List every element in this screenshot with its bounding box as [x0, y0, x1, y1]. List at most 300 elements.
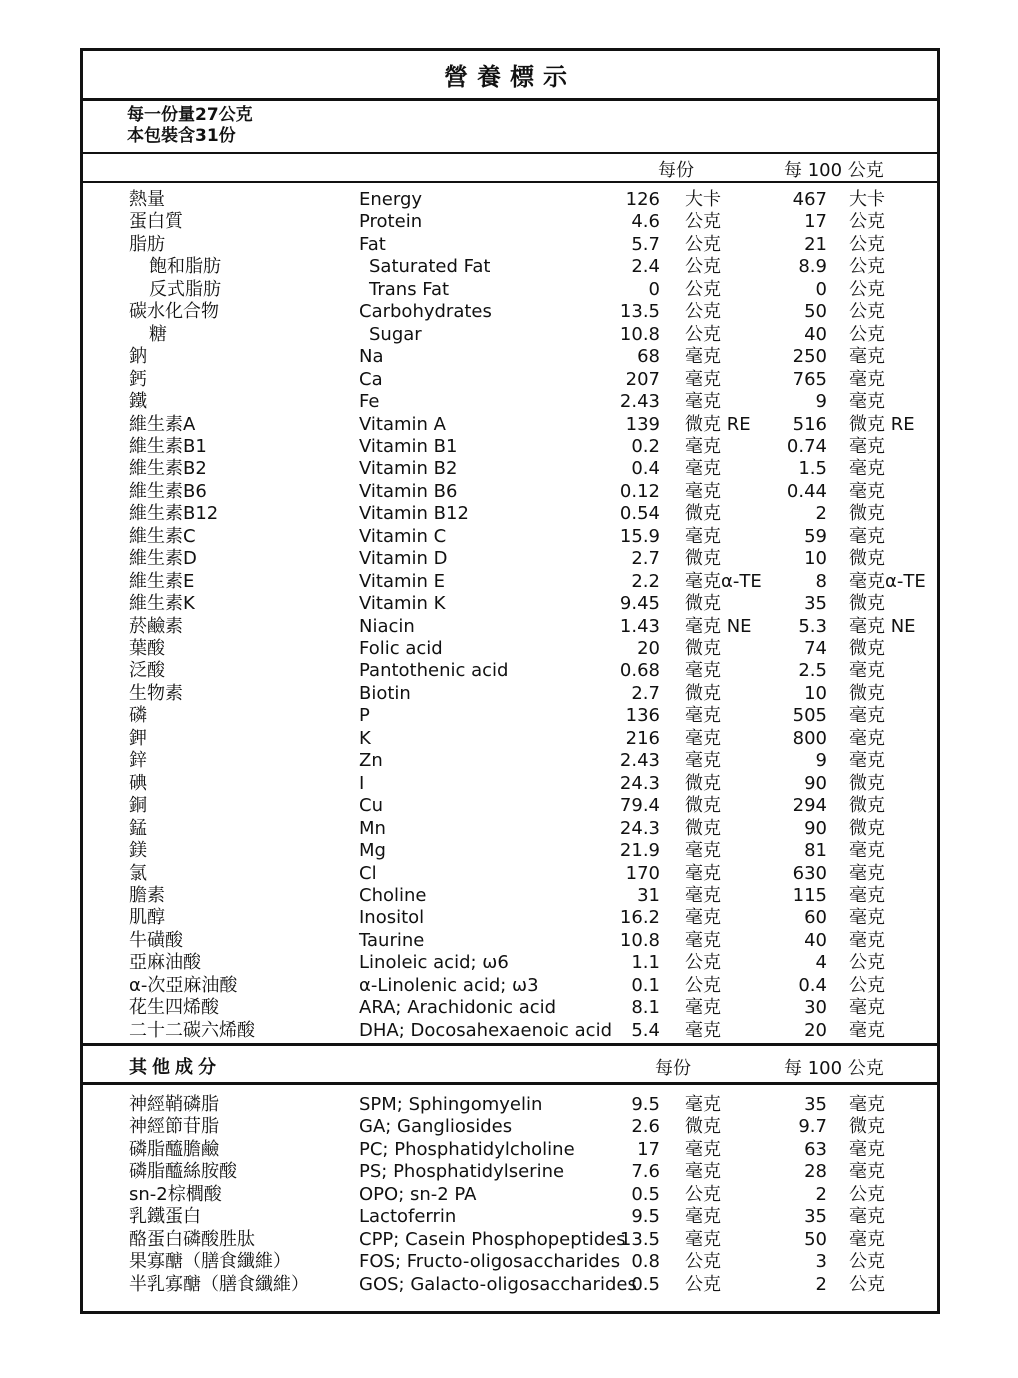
- value-per-serving: 2.7: [631, 682, 660, 704]
- value-per-100g: 40: [804, 929, 827, 951]
- value-per-serving: 5.4: [631, 1019, 660, 1041]
- unit-per-serving: 公克: [685, 256, 721, 278]
- unit-per-serving: 公克: [685, 1183, 721, 1205]
- value-per-serving: 0.4: [631, 458, 660, 480]
- nutrient-name-en: Vitamin B12: [359, 503, 469, 525]
- table-row: [83, 1184, 937, 1206]
- unit-per-100g: 毫克: [849, 1138, 885, 1160]
- nutrient-name-cn: 蛋白質: [129, 211, 183, 233]
- nutrient-name-cn: α-次亞麻油酸: [129, 974, 238, 996]
- table-row: [83, 930, 937, 952]
- unit-per-100g: 公克: [849, 1251, 885, 1273]
- unit-per-100g: 微克: [849, 772, 885, 794]
- table-row: [83, 481, 937, 503]
- nutrient-name-cn: 鈣: [129, 368, 147, 390]
- unit-per-100g: 毫克: [849, 458, 885, 480]
- nutrient-name-cn: sn-2棕櫚酸: [129, 1183, 222, 1205]
- table-row: [83, 773, 937, 795]
- table-row: [83, 638, 937, 660]
- unit-per-serving: 公克: [685, 211, 721, 233]
- table-row: [83, 548, 937, 570]
- nutrient-name-en: Saturated Fat: [369, 256, 491, 278]
- unit-per-100g: 毫克: [849, 727, 885, 749]
- unit-per-serving: 公克: [685, 301, 721, 323]
- nutrient-name-cn: 鉀: [129, 727, 147, 749]
- nutrient-name-cn: 花生四烯酸: [129, 997, 219, 1019]
- value-per-serving: 2.4: [631, 256, 660, 278]
- unit-per-100g: 微克: [849, 548, 885, 570]
- nutrient-name-en: K: [359, 727, 371, 749]
- nutrient-name-cn: 二十二碳六烯酸: [129, 1019, 255, 1041]
- other-section-title: 其他成分: [129, 1057, 221, 1078]
- table-row: [83, 1206, 937, 1228]
- nutrient-name-en: Linoleic acid; ω6: [359, 952, 509, 974]
- table-row: [83, 660, 937, 682]
- nutrient-name-cn: 葉酸: [129, 638, 165, 659]
- value-per-serving: 5.7: [631, 233, 660, 255]
- table-row: [83, 1161, 937, 1183]
- value-per-serving: 0: [648, 278, 660, 300]
- unit-per-100g: 公克: [849, 211, 885, 233]
- value-per-serving: 126: [625, 189, 660, 210]
- value-per-100g: 115: [792, 884, 827, 906]
- table-row: [83, 503, 937, 525]
- nutrient-name-cn: 神經鞘磷脂: [129, 1094, 219, 1115]
- nutrient-name-cn: 維生素B12: [129, 503, 219, 525]
- nutrient-name-en: Vitamin B6: [359, 480, 458, 502]
- value-per-serving: 15.9: [619, 525, 660, 547]
- unit-per-100g: 公克: [849, 1183, 885, 1205]
- unit-per-100g: 毫克: [849, 997, 885, 1019]
- value-per-serving: 0.54: [619, 503, 660, 525]
- nutrient-name-cn: 乳鐵蛋白: [129, 1206, 201, 1228]
- nutrient-name-en: Niacin: [359, 615, 415, 637]
- table-row: [83, 593, 937, 615]
- value-per-100g: 35: [804, 1094, 827, 1115]
- value-per-serving: 2.2: [631, 570, 660, 592]
- unit-per-serving: 毫克: [685, 840, 721, 862]
- nutrient-name-en: Inositol: [359, 907, 425, 929]
- unit-per-100g: 微克: [849, 638, 885, 659]
- unit-per-serving: 毫克: [685, 1138, 721, 1160]
- unit-per-serving: 微克: [685, 817, 721, 839]
- value-per-100g: 40: [804, 323, 827, 345]
- unit-per-100g: 毫克: [849, 346, 885, 368]
- nutrient-name-cn: 維生素E: [129, 570, 195, 592]
- nutrient-name-en: FOS; Fructo-oligosaccharides: [359, 1251, 621, 1273]
- value-per-100g: 0.44: [786, 480, 827, 502]
- value-per-100g: 765: [792, 368, 827, 390]
- nutrient-name-cn: 亞麻油酸: [129, 952, 201, 974]
- nutrient-name-cn: 菸鹼素: [129, 615, 183, 637]
- unit-per-serving: 毫克: [685, 368, 721, 390]
- value-per-serving: 0.68: [619, 660, 660, 682]
- value-per-serving: 0.2: [631, 435, 660, 457]
- table-row: [83, 414, 937, 436]
- unit-per-serving: 毫克: [685, 525, 721, 547]
- value-per-100g: 17: [804, 211, 827, 233]
- table-row: [83, 458, 937, 480]
- divider: [83, 181, 937, 183]
- unit-per-serving: 毫克: [685, 660, 721, 682]
- unit-per-serving: 微克: [685, 682, 721, 704]
- value-per-serving: 9.5: [631, 1094, 660, 1115]
- unit-per-serving: 毫克: [685, 1206, 721, 1228]
- value-per-serving: 8.1: [631, 997, 660, 1019]
- nutrient-name-en: Vitamin B1: [359, 435, 458, 457]
- unit-per-serving: 毫克: [685, 458, 721, 480]
- value-per-serving: 139: [625, 413, 660, 435]
- value-per-serving: 1.43: [619, 615, 660, 637]
- nutrient-name-en: Biotin: [359, 682, 411, 704]
- table-row: [83, 256, 937, 278]
- serving-info: [127, 105, 253, 147]
- value-per-serving: 9.45: [619, 593, 660, 615]
- value-per-100g: 59: [804, 525, 827, 547]
- unit-per-100g: 公克: [849, 256, 885, 278]
- nutrient-name-en: Mg: [359, 840, 386, 862]
- value-per-100g: 9.7: [798, 1116, 827, 1138]
- table-row: [83, 795, 937, 817]
- nutrient-name-cn: 泛酸: [129, 660, 165, 682]
- nutrient-name-cn: 碘: [129, 772, 147, 794]
- table-row: [83, 952, 937, 974]
- value-per-100g: 30: [804, 997, 827, 1019]
- unit-per-100g: 毫克: [849, 1228, 885, 1250]
- table-row: [83, 750, 937, 772]
- value-per-100g: 35: [804, 1206, 827, 1228]
- col-header-per-100g: 每 100 公克: [784, 160, 884, 181]
- table-row: [83, 975, 937, 997]
- value-per-100g: 20: [804, 1019, 827, 1041]
- unit-per-100g: 公克: [849, 952, 885, 974]
- value-per-100g: 9: [815, 750, 827, 772]
- nutrient-name-en: CPP; Casein Phosphopeptides: [359, 1228, 626, 1250]
- unit-per-serving: 毫克: [685, 727, 721, 749]
- table-row: [83, 189, 937, 211]
- nutrient-name-en: Vitamin D: [359, 548, 448, 570]
- table-row: [83, 1020, 937, 1042]
- unit-per-100g: 微克: [849, 682, 885, 704]
- table-row: [83, 1229, 937, 1251]
- unit-per-serving: 毫克: [685, 862, 721, 884]
- unit-per-100g: 公克: [849, 278, 885, 300]
- nutrient-name-en: Lactoferrin: [359, 1206, 457, 1228]
- nutrient-name-cn: 飽和脂肪: [149, 256, 221, 278]
- nutrient-name-en: Vitamin A: [359, 413, 446, 435]
- value-per-100g: 81: [804, 840, 827, 862]
- value-per-100g: 60: [804, 907, 827, 929]
- value-per-serving: 21.9: [619, 840, 660, 862]
- nutrient-name-cn: 氯: [129, 862, 147, 884]
- value-per-serving: 7.6: [631, 1161, 660, 1183]
- table-row: [83, 279, 937, 301]
- unit-per-100g: 微克: [849, 795, 885, 817]
- unit-per-100g: 毫克: [849, 750, 885, 772]
- value-per-serving: 24.3: [619, 817, 660, 839]
- value-per-100g: 467: [792, 189, 827, 210]
- value-per-100g: 800: [792, 727, 827, 749]
- nutrient-name-cn: 鎂: [129, 840, 147, 862]
- unit-per-100g: 毫克: [849, 368, 885, 390]
- unit-per-serving: 微克: [685, 1116, 721, 1138]
- unit-per-serving: 公克: [685, 233, 721, 255]
- unit-per-100g: 微克: [849, 503, 885, 525]
- nutrient-name-en: Zn: [359, 750, 383, 772]
- unit-per-serving: 毫克: [685, 391, 721, 413]
- table-row: [83, 840, 937, 862]
- unit-per-100g: 毫克: [849, 884, 885, 906]
- table-row: [83, 234, 937, 256]
- value-per-serving: 0.5: [631, 1183, 660, 1205]
- nutrient-name-cn: 熱量: [129, 189, 165, 210]
- unit-per-serving: 毫克: [685, 346, 721, 368]
- unit-per-serving: 毫克α-TE: [685, 570, 762, 592]
- value-per-serving: 2.43: [619, 391, 660, 413]
- nutrient-name-cn: 鈉: [129, 346, 147, 368]
- table-row: [83, 211, 937, 233]
- value-per-100g: 1.5: [798, 458, 827, 480]
- nutrient-name-en: Vitamin K: [359, 593, 446, 615]
- unit-per-100g: 毫克 NE: [849, 615, 916, 637]
- nutrient-name-cn: 神經節苷脂: [129, 1116, 219, 1138]
- table-row: [83, 1274, 937, 1296]
- nutrient-name-en: GA; Gangliosides: [359, 1116, 513, 1138]
- divider: [83, 152, 937, 154]
- nutrient-name-cn: 維生素K: [129, 593, 195, 615]
- unit-per-100g: 毫克: [849, 705, 885, 727]
- value-per-100g: 28: [804, 1161, 827, 1183]
- other-col-header-per-100g: 每 100 公克: [784, 1058, 884, 1079]
- nutrient-name-en: Fat: [359, 233, 386, 255]
- value-per-100g: 505: [792, 705, 827, 727]
- value-per-100g: 250: [792, 346, 827, 368]
- unit-per-100g: 大卡: [849, 189, 885, 210]
- unit-per-100g: 毫克: [849, 391, 885, 413]
- nutrient-name-en: GOS; Galacto-oligosaccharides: [359, 1273, 637, 1295]
- value-per-100g: 35: [804, 593, 827, 615]
- value-per-100g: 4: [815, 952, 827, 974]
- label-title: 營養標示: [444, 63, 576, 91]
- nutrient-name-en: Mn: [359, 817, 386, 839]
- table-row: [83, 436, 937, 458]
- unit-per-serving: 毫克: [685, 1161, 721, 1183]
- value-per-100g: 0.4: [798, 974, 827, 996]
- unit-per-100g: 毫克: [849, 1094, 885, 1115]
- unit-per-serving: 微克: [685, 548, 721, 570]
- nutrient-name-cn: 反式脂肪: [149, 278, 221, 300]
- value-per-100g: 5.3: [798, 615, 827, 637]
- value-per-100g: 3: [815, 1251, 827, 1273]
- unit-per-100g: 微克: [849, 1116, 885, 1138]
- unit-per-100g: 微克: [849, 817, 885, 839]
- unit-per-100g: 毫克α-TE: [849, 570, 926, 592]
- unit-per-100g: 毫克: [849, 1019, 885, 1041]
- unit-per-100g: 毫克: [849, 862, 885, 884]
- nutrient-name-en: PS; Phosphatidylserine: [359, 1161, 565, 1183]
- nutrient-name-cn: 維生素C: [129, 525, 196, 547]
- value-per-100g: 8: [815, 570, 827, 592]
- unit-per-100g: 公克: [849, 301, 885, 323]
- value-per-100g: 2: [815, 1183, 827, 1205]
- value-per-100g: 630: [792, 862, 827, 884]
- col-header-per-serving: 每份: [658, 160, 694, 181]
- nutrient-name-cn: 磷脂醯絲胺酸: [129, 1161, 237, 1183]
- unit-per-100g: 微克: [849, 593, 885, 615]
- unit-per-100g: 毫克: [849, 1161, 885, 1183]
- value-per-100g: 90: [804, 817, 827, 839]
- unit-per-100g: 毫克: [849, 525, 885, 547]
- unit-per-100g: 毫克: [849, 907, 885, 929]
- value-per-100g: 90: [804, 772, 827, 794]
- table-row: [83, 1251, 937, 1273]
- nutrient-name-en: Choline: [359, 884, 427, 906]
- nutrient-name-en: Vitamin C: [359, 525, 447, 547]
- value-per-serving: 0.8: [631, 1251, 660, 1273]
- value-per-serving: 1.1: [631, 952, 660, 974]
- nutrient-name-cn: 果寡醣（膳食纖維）: [129, 1251, 291, 1273]
- nutrient-name-en: α-Linolenic acid; ω3: [359, 974, 539, 996]
- table-row: [83, 571, 937, 593]
- table-row: [83, 369, 937, 391]
- value-per-100g: 294: [792, 795, 827, 817]
- table-row: [83, 301, 937, 323]
- unit-per-serving: 公克: [685, 278, 721, 300]
- value-per-serving: 2.43: [619, 750, 660, 772]
- value-per-100g: 63: [804, 1138, 827, 1160]
- value-per-100g: 50: [804, 1228, 827, 1250]
- value-per-serving: 2.6: [631, 1116, 660, 1138]
- table-row: [83, 391, 937, 413]
- table-row: [83, 705, 937, 727]
- nutrient-name-cn: 磷脂醯膽鹼: [129, 1138, 219, 1160]
- value-per-serving: 2.7: [631, 548, 660, 570]
- unit-per-100g: 微克 RE: [849, 413, 915, 435]
- value-per-100g: 2: [815, 503, 827, 525]
- unit-per-serving: 微克 RE: [685, 413, 751, 435]
- nutrient-name-en: Trans Fat: [369, 278, 450, 300]
- unit-per-serving: 公克: [685, 952, 721, 974]
- value-per-serving: 31: [637, 884, 660, 906]
- value-per-serving: 13.5: [619, 301, 660, 323]
- unit-per-100g: 公克: [849, 1273, 885, 1295]
- value-per-serving: 0.5: [631, 1273, 660, 1295]
- value-per-serving: 170: [625, 862, 660, 884]
- value-per-100g: 2.5: [798, 660, 827, 682]
- nutrient-name-cn: 酪蛋白磷酸胜肽: [129, 1228, 255, 1250]
- unit-per-serving: 微克: [685, 503, 721, 525]
- value-per-serving: 79.4: [619, 795, 660, 817]
- nutrient-name-cn: 牛磺酸: [129, 929, 183, 951]
- unit-per-serving: 毫克 NE: [685, 615, 752, 637]
- nutrient-name-en: Folic acid: [359, 638, 443, 659]
- unit-per-serving: 毫克: [685, 480, 721, 502]
- unit-per-100g: 毫克: [849, 1206, 885, 1228]
- nutrient-name-en: Pantothenic acid: [359, 660, 509, 682]
- nutrient-name-cn: 磷: [129, 705, 147, 727]
- value-per-100g: 10: [804, 682, 827, 704]
- unit-per-serving: 公克: [685, 323, 721, 345]
- unit-per-serving: 毫克: [685, 997, 721, 1019]
- nutrient-name-en: SPM; Sphingomyelin: [359, 1094, 543, 1115]
- nutrient-name-cn: 鐵: [129, 391, 147, 413]
- value-per-100g: 9: [815, 391, 827, 413]
- nutrient-name-cn: 半乳寡醣（膳食纖維）: [129, 1273, 309, 1295]
- table-row: [83, 1116, 937, 1138]
- nutrient-name-en: Energy: [359, 189, 423, 210]
- value-per-100g: 50: [804, 301, 827, 323]
- nutrient-name-cn: 錳: [129, 817, 147, 839]
- unit-per-serving: 毫克: [685, 435, 721, 457]
- nutrient-name-cn: 維生素D: [129, 548, 197, 570]
- value-per-100g: 0: [815, 278, 827, 300]
- unit-per-serving: 毫克: [685, 750, 721, 772]
- value-per-100g: 516: [792, 413, 827, 435]
- divider: [83, 1043, 937, 1046]
- nutrient-name-en: Cl: [359, 862, 377, 884]
- value-per-serving: 10.8: [619, 323, 660, 345]
- unit-per-100g: 毫克: [849, 929, 885, 951]
- nutrient-name-cn: 脂肪: [129, 233, 165, 255]
- value-per-100g: 0.74: [786, 435, 827, 457]
- nutrient-name-en: PC; Phosphatidylcholine: [359, 1138, 575, 1160]
- table-row: [83, 818, 937, 840]
- nutrient-name-cn: 維生素B1: [129, 435, 207, 457]
- value-per-100g: 10: [804, 548, 827, 570]
- nutrient-name-cn: 膽素: [129, 884, 165, 906]
- table-row: [83, 1139, 937, 1161]
- value-per-serving: 216: [625, 727, 660, 749]
- nutrient-name-cn: 肌醇: [129, 907, 165, 929]
- value-per-serving: 68: [637, 346, 660, 368]
- divider: [83, 98, 937, 101]
- value-per-serving: 20: [637, 638, 660, 659]
- nutrient-name-cn: 生物素: [129, 682, 183, 704]
- nutrient-name-cn: 維生素B2: [129, 458, 207, 480]
- unit-per-serving: 毫克: [685, 1228, 721, 1250]
- table-row: [83, 863, 937, 885]
- value-per-100g: 8.9: [798, 256, 827, 278]
- nutrient-name-cn: 維生素B6: [129, 480, 207, 502]
- unit-per-serving: 公克: [685, 1273, 721, 1295]
- table-row: [83, 683, 937, 705]
- nutrient-name-en: OPO; sn-2 PA: [359, 1183, 477, 1205]
- unit-per-100g: 公克: [849, 233, 885, 255]
- unit-per-serving: 公克: [685, 974, 721, 996]
- nutrient-name-en: Vitamin E: [359, 570, 446, 592]
- unit-per-serving: 微克: [685, 638, 721, 659]
- table-row: [83, 997, 937, 1019]
- serving-size: 每一份量27公克: [127, 105, 253, 125]
- unit-per-serving: 毫克: [685, 884, 721, 906]
- table-row: [83, 907, 937, 929]
- unit-per-100g: 毫克: [849, 660, 885, 682]
- unit-per-100g: 毫克: [849, 840, 885, 862]
- value-per-serving: 136: [625, 705, 660, 727]
- nutrient-name-cn: 碳水化合物: [129, 301, 219, 323]
- value-per-serving: 0.12: [619, 480, 660, 502]
- value-per-serving: 17: [637, 1138, 660, 1160]
- nutrient-name-en: Protein: [359, 211, 423, 233]
- nutrient-name-en: P: [359, 705, 370, 727]
- nutrient-name-en: I: [359, 772, 365, 794]
- nutrient-name-en: Taurine: [359, 929, 425, 951]
- value-per-serving: 0.1: [631, 974, 660, 996]
- unit-per-100g: 公克: [849, 974, 885, 996]
- nutrient-name-en: Na: [359, 346, 384, 368]
- table-row: [83, 346, 937, 368]
- value-per-serving: 9.5: [631, 1206, 660, 1228]
